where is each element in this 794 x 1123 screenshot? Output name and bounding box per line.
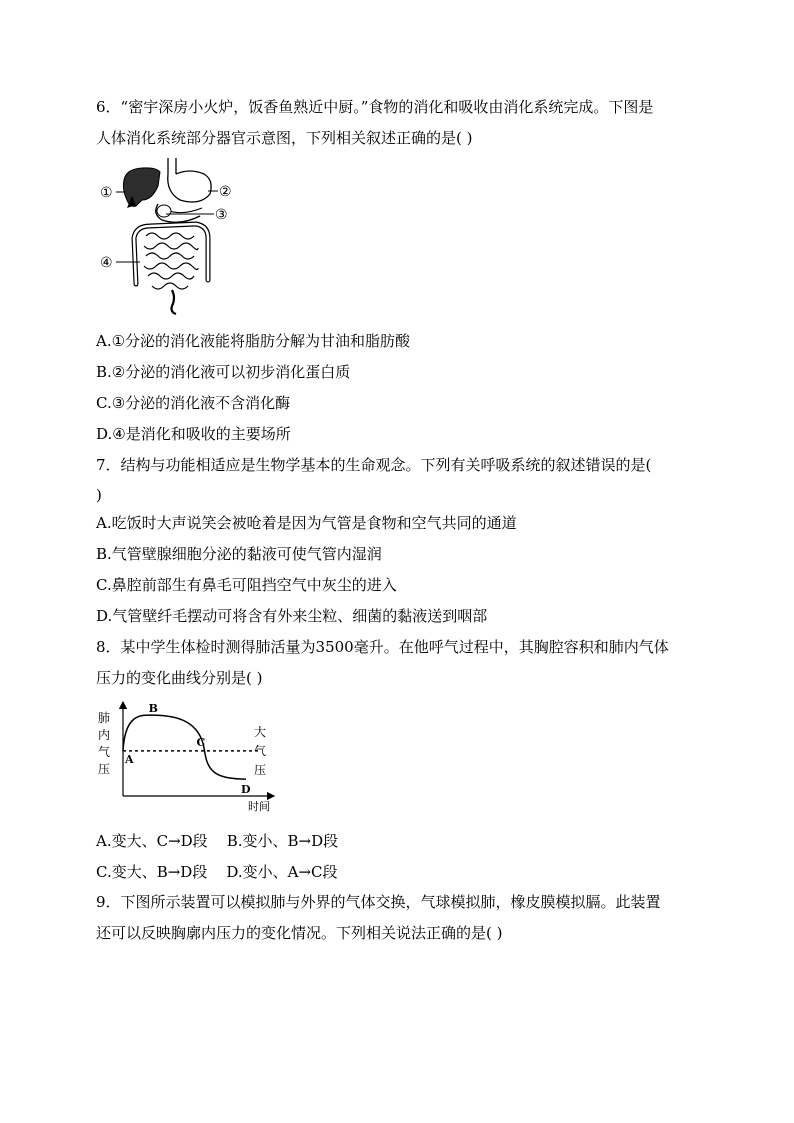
- q9-stem-line2: 还可以反映胸廓内压力的变化情况。下列相关说法正确的是( ): [96, 924, 503, 942]
- q6-option-a: A.①分泌的消化液能将脂肪分解为甘油和脂肪酸: [96, 332, 411, 350]
- q7-option-d: D.气管壁纤毛摆动可将含有外来尘粒、细菌的黏液送到咽部: [96, 607, 488, 625]
- figure-label-1: ①: [100, 185, 113, 201]
- point-label-a: A: [125, 752, 134, 766]
- q7-option-a: A.吃饭时大声说笑会被呛着是因为气管是食物和空气共同的通道: [96, 514, 517, 532]
- pressure-curve: [123, 715, 246, 779]
- q6-option-c: C.③分泌的消化液不含消化酶: [96, 394, 291, 412]
- y-axis-label-char: 内: [97, 728, 111, 742]
- q6-stem-line1: 6．“密宇深房小火炉，饭香鱼熟近中厨。”食物的消化和吸收由消化系统完成。下图是: [96, 98, 654, 116]
- figure-label-3: ③: [215, 207, 228, 223]
- digestive-system-figure: [96, 156, 236, 316]
- reference-label-char: 气: [253, 744, 267, 758]
- y-axis-label-char: 肺: [97, 711, 111, 725]
- reference-label-char: 大: [253, 725, 267, 739]
- q7-option-c: C.鼻腔前部生有鼻毛可阻挡空气中灰尘的进入: [96, 576, 397, 594]
- y-axis-label-char: 气: [97, 745, 111, 759]
- y-axis-label-char: 压: [97, 762, 111, 776]
- point-label-d: D: [240, 783, 251, 797]
- x-axis-label: 时间: [248, 800, 270, 813]
- figure-label-4: ④: [100, 255, 113, 271]
- q8-options-line2: C.变大、B→D段 D.变小、A→C段: [96, 863, 338, 881]
- q7-option-b: B.气管壁腺细胞分泌的黏液可使气管内湿润: [96, 545, 382, 563]
- point-label-c: C: [196, 735, 206, 749]
- q7-stem-line2: ): [96, 486, 102, 504]
- q6-stem-line2: 人体消化系统部分器官示意图，下列相关叙述正确的是( ): [96, 129, 473, 147]
- q8-options-line1: A.变大、C→D段 B.变小、B→D段: [96, 832, 339, 850]
- reference-label-char: 压: [253, 763, 267, 777]
- lung-pressure-chart: [96, 698, 286, 814]
- q8-stem-line2: 压力的变化曲线分别是( ): [96, 669, 263, 687]
- q9-stem-line1: 9．下图所示装置可以模拟肺与外界的气体交换，气球模拟肺，橡皮膜模拟膈。此装置: [96, 893, 661, 911]
- point-label-b: B: [148, 702, 158, 716]
- q7-stem-line1: 7．结构与功能相适应是生物学基本的生命观念。下列有关呼吸系统的叙述错误的是(: [96, 456, 652, 474]
- q8-stem-line1: 8．某中学生体检时测得肺活量为3500毫升。在他呼气过程中，其胸腔容积和肺内气体: [96, 638, 669, 656]
- y-axis-label: [98, 710, 110, 776]
- q6-option-b: B.②分泌的消化液可以初步消化蛋白质: [96, 363, 351, 381]
- figure-label-2: ②: [219, 184, 232, 200]
- atmospheric-pressure-label: [254, 724, 266, 777]
- q6-option-d: D.④是消化和吸收的主要场所: [96, 425, 291, 443]
